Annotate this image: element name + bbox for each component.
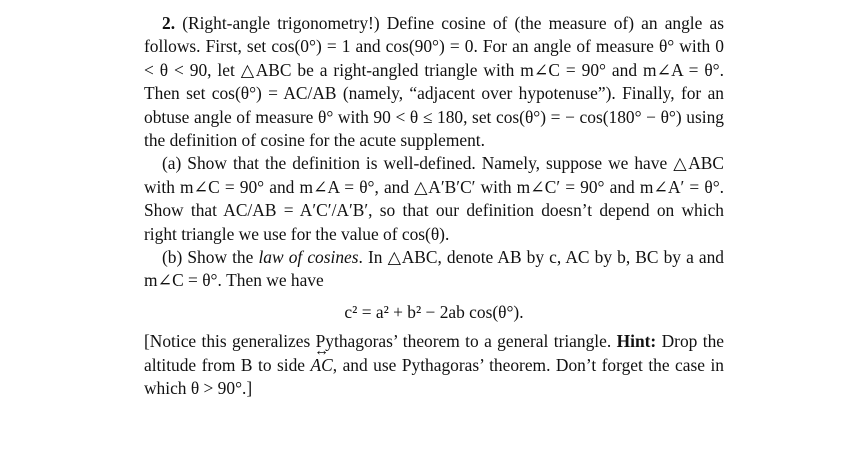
part-b [144,246,724,293]
problem-text [144,12,724,401]
notice-text: [Notice this generalizes Pythagoras’ theorem to a general triangle. [144,331,612,352]
law-of-cosines-equation: c² = a² + b² − 2ab cos(θ°). [344,301,524,322]
part-a: (a) Show that the definition is well-defined. Namely, suppose we have △ABC with m∠C = 90° and m∠A = θ°, and △A′B′C′ with m∠C′ = 90° and m∠A′ = θ°. Show that AC/AB = A′C′/A′B′, so that our definition doesn’t depend on which right triangle we use for the value of cos(θ). [144,153,724,244]
problem-intro-text: (Right-angle trigonometry!) Define cosine of (the measure of) an angle as follows. First, set cos(0°) = 1 and cos(90°) = 0. For an angle of measure θ° with 0 < θ < 90, let △ABC be a right-angled triangle with m∠C = 90° and m∠A = θ°. Then set cos(θ°) = AC/AB (namely, “adjacent over hypotenuse”). Finally, for an obtuse angle of measure θ° with 90 < θ ≤ 180, set cos(θ°) = − cos(180° − θ°) using the definition of cosine for the acute supplement. [144,13,724,151]
part-b-term: law of cosines [258,247,359,268]
notice-hint [144,330,724,400]
part-b-start: (b) Show the [162,247,254,268]
hint-text-after: , and use Pythagoras’ theorem. Don’t forget the case in which θ > 90°.] [144,354,724,399]
problem-intro [144,12,724,152]
part-b-rest: . In △ABC, denote AB by c, AC by b, BC by a and m∠C = θ°. Then we have [144,247,724,291]
hint-text-before: Drop the altitude from B to side [144,331,724,375]
problem-number: 2. [162,13,176,33]
side-ac-line: ↔ AC [311,354,333,377]
hint-label: Hint: [616,331,657,352]
